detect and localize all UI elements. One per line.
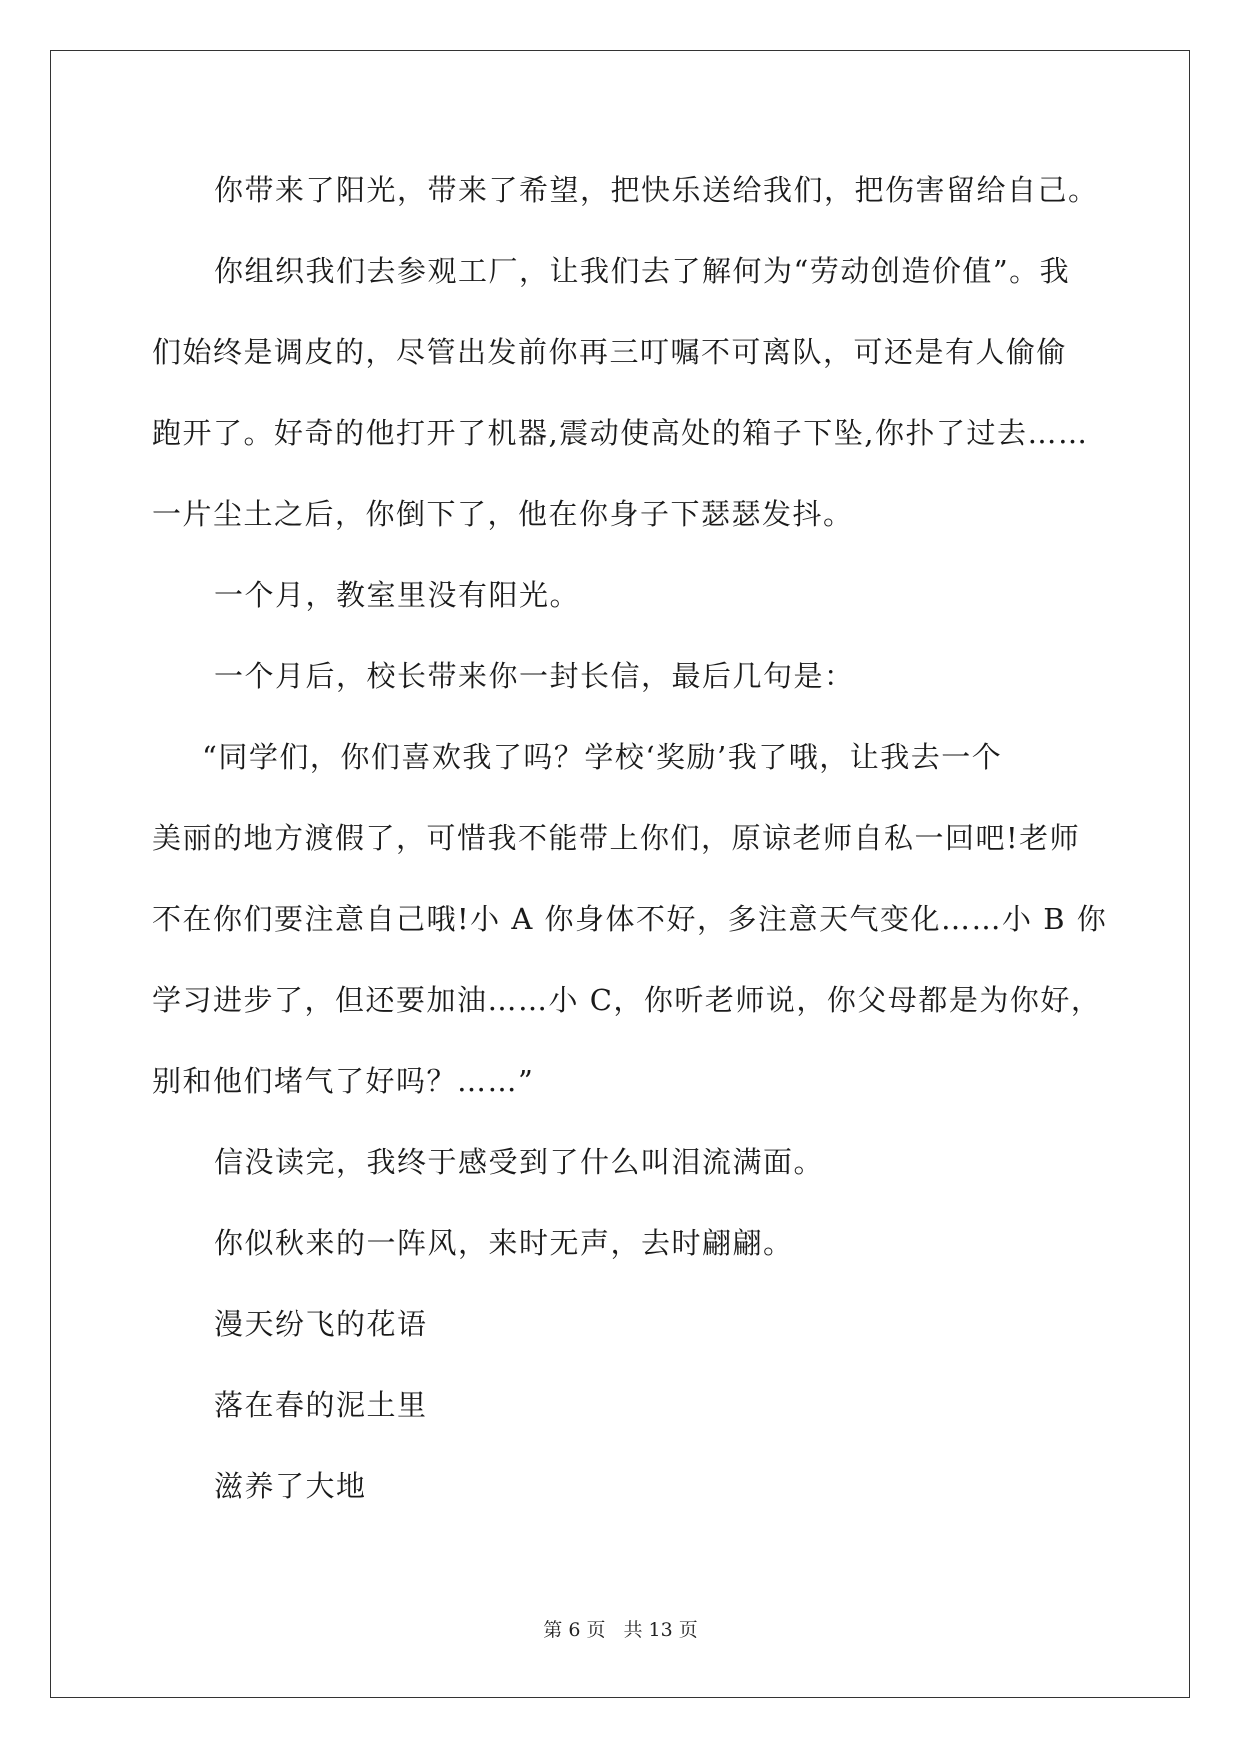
paragraph-line: 你似秋来的一阵风，来时无声，去时翩翩。: [214, 1226, 794, 1260]
paragraph-line: “同学们，你们喜欢我了吗？学校‘奖励’我了哦，让我去一个: [202, 740, 1003, 774]
paragraph-line: 漫天纷飞的花语: [214, 1307, 428, 1341]
page-footer: [0, 1618, 1241, 1642]
paragraph-line: 们始终是调皮的，尽管出发前你再三叮嘱不可离队，可还是有人偷偷: [152, 335, 1068, 369]
paragraph-line: 一个月，教室里没有阳光。: [214, 578, 581, 612]
page-total: 共 13 页: [623, 1619, 698, 1641]
paragraph-line: 别和他们堵气了好吗？……”: [152, 1064, 535, 1098]
page-border: [50, 50, 1190, 1698]
paragraph-line: 你带来了阳光，带来了希望，把快乐送给我们，把伤害留给自己。: [214, 173, 1099, 207]
page-number: 第 6 页: [543, 1619, 606, 1641]
paragraph-line: 美丽的地方渡假了，可惜我不能带上你们，原谅老师自私一回吧!老师: [152, 821, 1081, 855]
paragraph-line: 落在春的泥土里: [214, 1388, 428, 1422]
paragraph-line: 信没读完，我终于感受到了什么叫泪流满面。: [214, 1145, 825, 1179]
paragraph-line: 一个月后，校长带来你一封长信，最后几句是：: [214, 659, 855, 693]
paragraph-line: 你组织我们去参观工厂，让我们去了解何为“劳动创造价值”。我: [214, 254, 1071, 288]
paragraph-line: 跑开了。好奇的他打开了机器,震动使高处的箱子下坠,你扑了过去……: [152, 416, 1089, 450]
paragraph-line: 一片尘土之后，你倒下了，他在你身子下瑟瑟发抖。: [152, 497, 854, 531]
paragraph-line: 不在你们要注意自己哦!小 A 你身体不好，多注意天气变化……小 B 你: [152, 902, 1108, 936]
paragraph-line: 学习进步了，但还要加油……小 C，你听老师说，你父母都是为你好，: [152, 983, 1102, 1017]
paragraph-line: 滋养了大地: [214, 1469, 367, 1503]
